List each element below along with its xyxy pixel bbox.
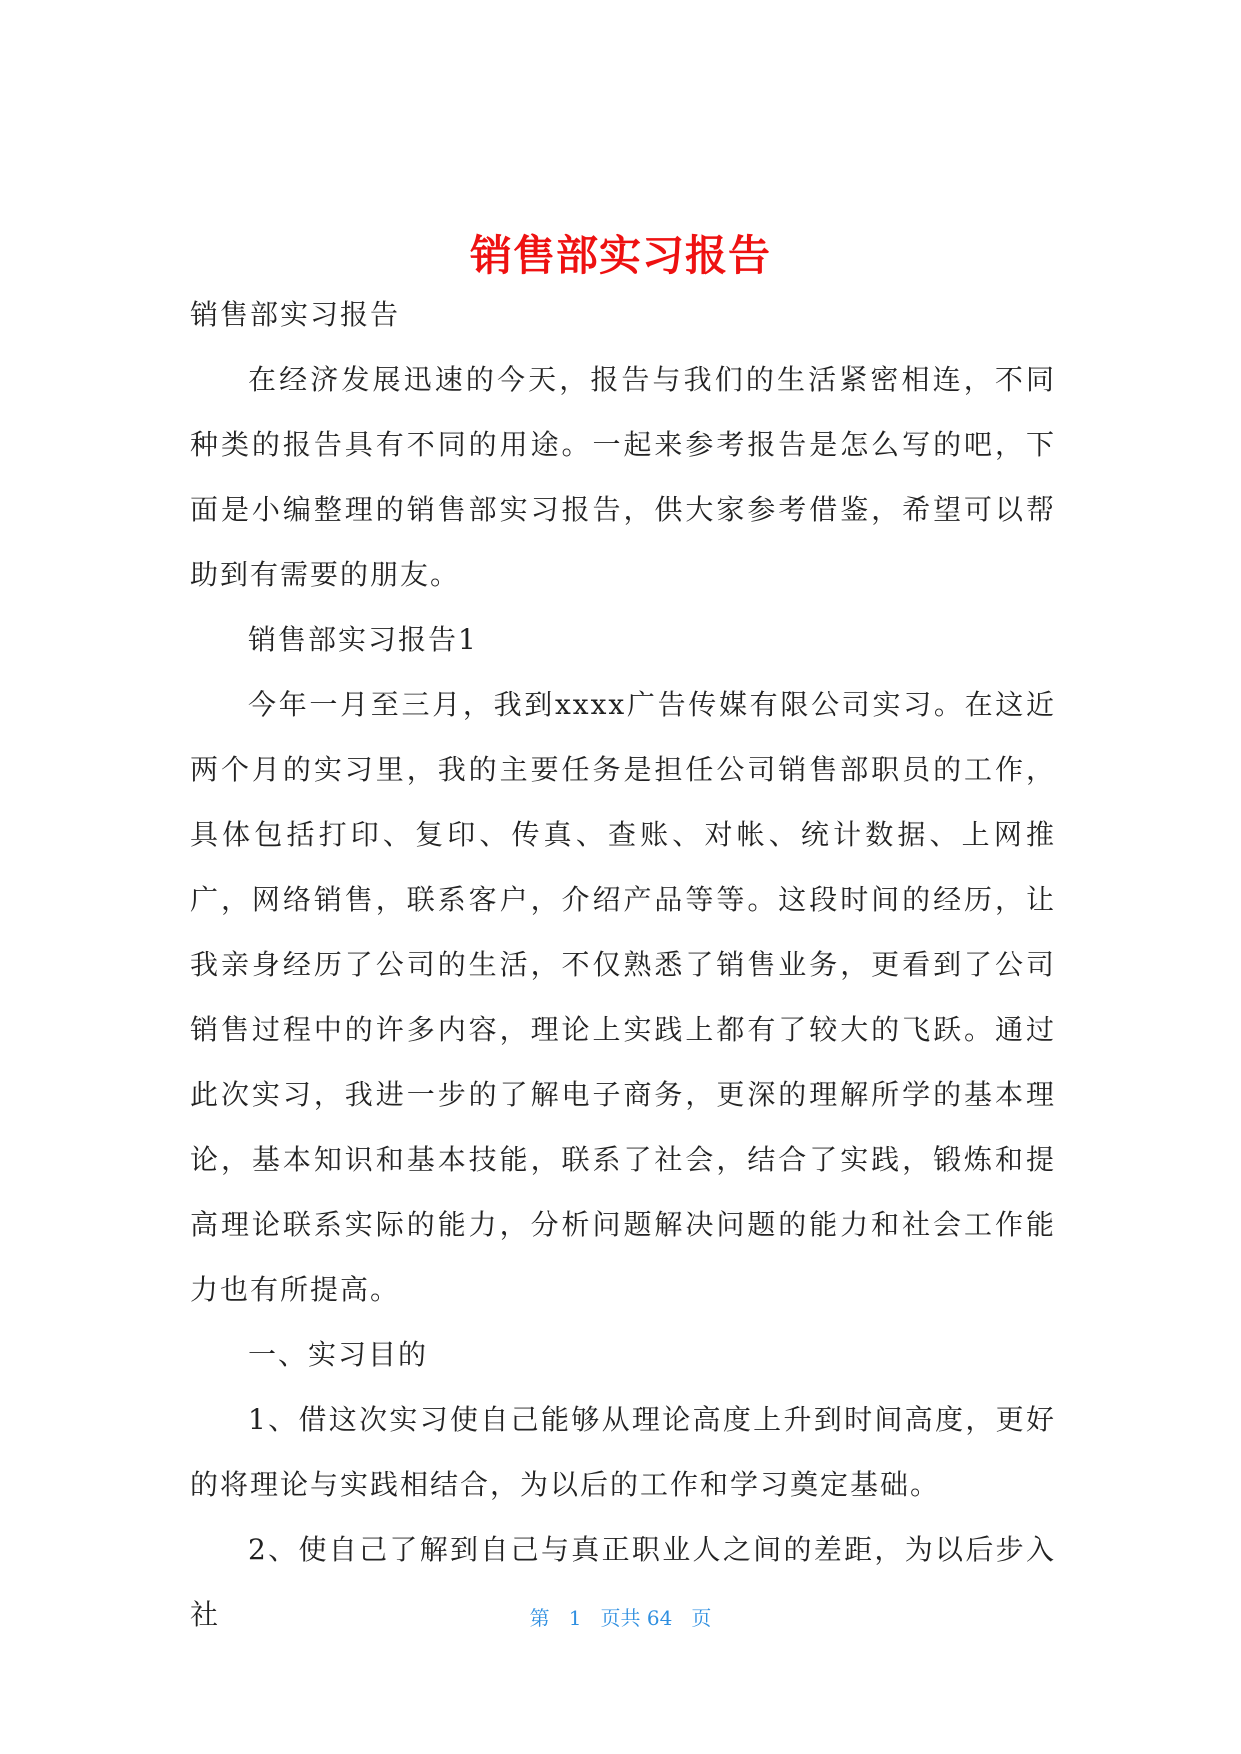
footer-prefix: 第 <box>529 1606 550 1630</box>
page-number-footer <box>0 1603 1241 1633</box>
footer-total-pages: 64 <box>646 1606 673 1630</box>
document-title: 销售部实习报告 <box>469 231 771 281</box>
footer-suffix: 页 <box>691 1606 712 1630</box>
footer-current-page: 1 <box>568 1606 582 1630</box>
document-body <box>190 282 1056 1647</box>
section-heading-purpose: 一、实习目的 <box>248 1338 429 1371</box>
footer-middle: 页共 <box>600 1606 641 1630</box>
body-paragraph-intro: 在经济发展迅速的今天，报告与我们的生活紧密相连，不同种类的报告具有不同的用途。一起来参考报告是怎么写的吧，下面是小编整理的销售部实习报告，供大家参考借鉴，希望可以帮助到有需要的朋友。 <box>190 363 1056 591</box>
body-paragraph-internship: 今年一月至三月，我到xxxx广告传媒有限公司实习。在这近两个月的实习里，我的主要任务是担任公司销售部职员的工作，具体包括打印、复印、传真、查账、对帐、统计数据、上网推广，网络销售，联系客户，介绍产品等等。这段时间的经历，让我亲身经历了公司的生活，不仅熟悉了销售业务，更看到了公司销售过程中的许多内容，理论上实践上都有了较大的飞跃。通过此次实习，我进一步的了解电子商务，更深的理解所学的基本理论，基本知识和基本技能，联系了社会，结合了实践，锻炼和提高理论联系实际的能力，分析问题解决问题的能力和社会工作能力也有所提高。 <box>190 688 1056 1306</box>
list-item-purpose-2: 2、使自己了解到自己与真正职业人之间的差距，为以后步入社 <box>190 1533 1056 1631</box>
body-paragraph-heading: 销售部实习报告 <box>190 298 401 331</box>
list-item-purpose-1: 1、借这次实习使自己能够从理论高度上升到时间高度，更好的将理论与实践相结合，为以后的工作和学习奠定基础。 <box>190 1403 1056 1501</box>
section-heading-report-1: 销售部实习报告1 <box>248 623 478 656</box>
